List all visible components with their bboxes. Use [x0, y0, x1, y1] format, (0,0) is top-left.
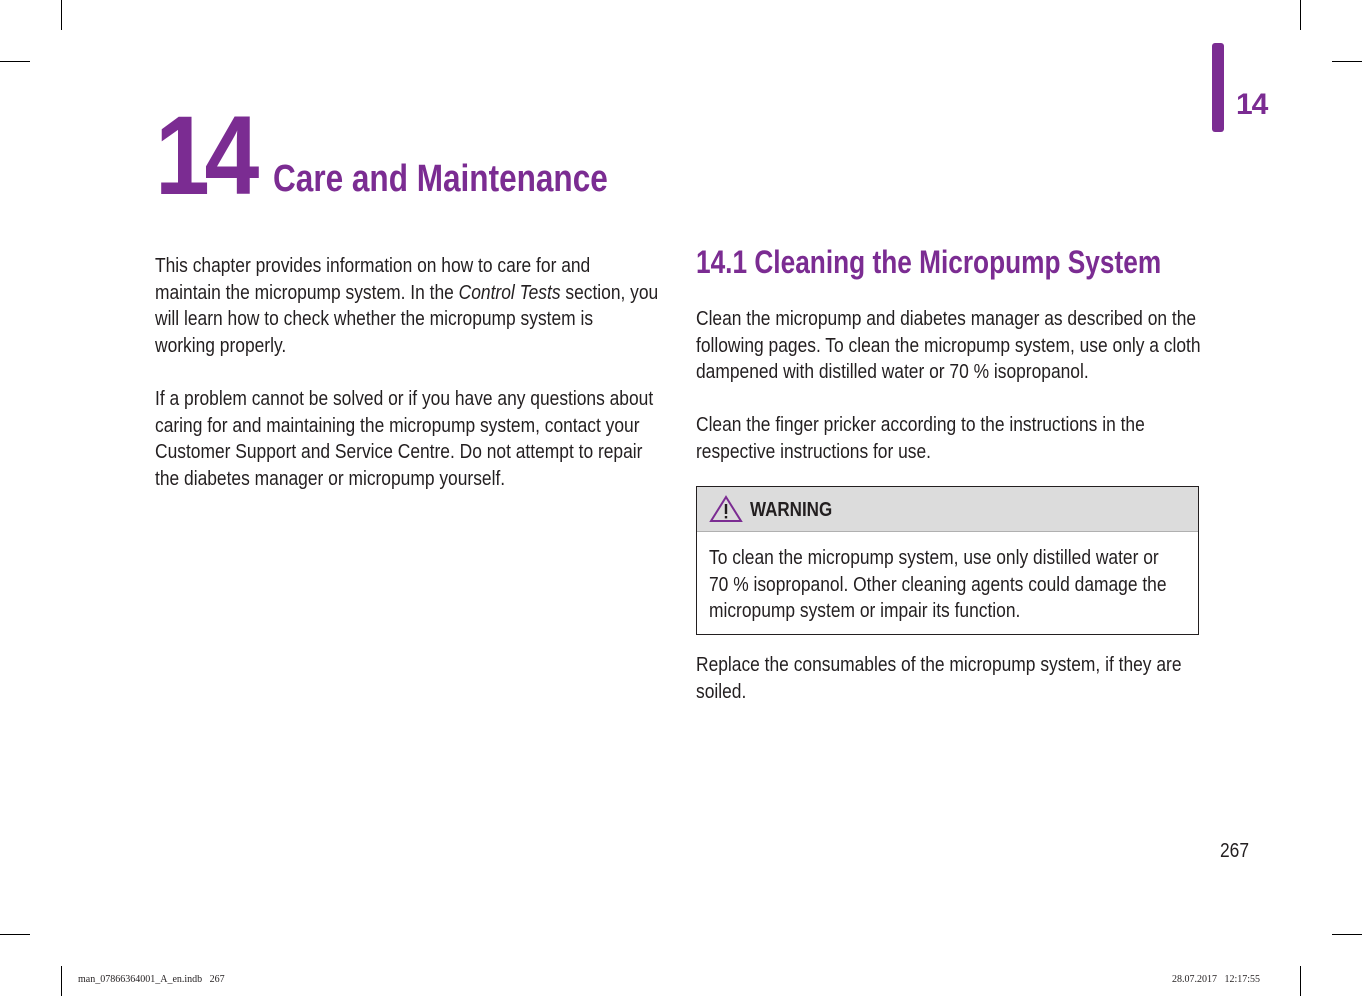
crop-mark [61, 0, 62, 30]
text: section, you [560, 281, 659, 304]
crop-mark [0, 934, 30, 935]
text: This chapter provides information on how to care for and [155, 255, 591, 277]
text-line: following pages. To clean the micropump system, use only a cloth [696, 334, 1201, 357]
text-line: 70 % isopropanol. Other cleaning agents could damage the [709, 573, 1167, 596]
chapter-tab-bar [1212, 43, 1224, 132]
text-line [155, 280, 658, 307]
chapter-tab-number: 14 [1236, 88, 1268, 121]
text: will learn how to check whether the micropump system is [155, 308, 594, 331]
page-number: 267 [1220, 840, 1250, 862]
text-line: Clean the micropump and diabetes manager as described on the [696, 308, 1197, 330]
text-line: caring for and maintaining the micropump system, contact your [155, 414, 640, 437]
chapter-number: 14 [155, 93, 255, 218]
section-paragraph-3 [696, 652, 1254, 705]
text-line: To clean the micropump system, use only distilled water or [709, 547, 1159, 569]
intro-paragraph-1 [155, 253, 733, 359]
crop-mark [61, 966, 62, 996]
text-line: Clean the finger pricker according to the instructions in the [696, 414, 1145, 437]
text: maintain the micropump system. In the [155, 281, 459, 304]
warning-triangle-icon [709, 495, 743, 523]
text-line [155, 333, 658, 360]
print-slug-file: man_07866364001_A_en.indb 267 [78, 974, 225, 985]
section-body-after-warning [696, 652, 1254, 732]
intro-column [155, 253, 733, 519]
text-line: soiled. [696, 680, 747, 703]
chapter-title: Care and Maintenance [273, 158, 608, 200]
text-line [155, 253, 658, 280]
warning-header [697, 487, 1198, 532]
warning-label: WARNING [750, 499, 833, 521]
crop-mark [1332, 61, 1362, 62]
text-line: the diabetes manager or micropump yourself. [155, 467, 506, 490]
text-line [155, 306, 658, 333]
warning-text [709, 545, 1235, 625]
text-line: respective instructions for use. [696, 440, 932, 463]
crop-mark [1300, 966, 1301, 996]
section-title: 14.1 Cleaning the Micropump System [696, 244, 1162, 280]
text-line: If a problem cannot be solved or if you have any questions about [155, 387, 654, 410]
crop-mark [0, 61, 30, 62]
section-body [696, 306, 1276, 492]
text: working properly. [155, 334, 287, 357]
crop-mark [1300, 0, 1301, 30]
cross-reference-control-tests: Control Tests [458, 281, 561, 304]
text-line: micropump system or impair its function. [709, 600, 1021, 623]
section-paragraph-2 [696, 412, 1276, 465]
text-line: Replace the consumables of the micropump system, if they are [696, 654, 1182, 676]
warning-box [696, 486, 1199, 635]
section-paragraph-1 [696, 306, 1276, 386]
intro-paragraph-2 [155, 386, 733, 492]
text-line: dampened with distilled water or 70 % isopropanol. [696, 361, 1089, 384]
text-line: Customer Support and Service Centre. Do not attempt to repair [155, 441, 643, 464]
print-slug-date: 28.07.2017 12:17:55 [1172, 974, 1261, 985]
crop-mark [1332, 934, 1362, 935]
